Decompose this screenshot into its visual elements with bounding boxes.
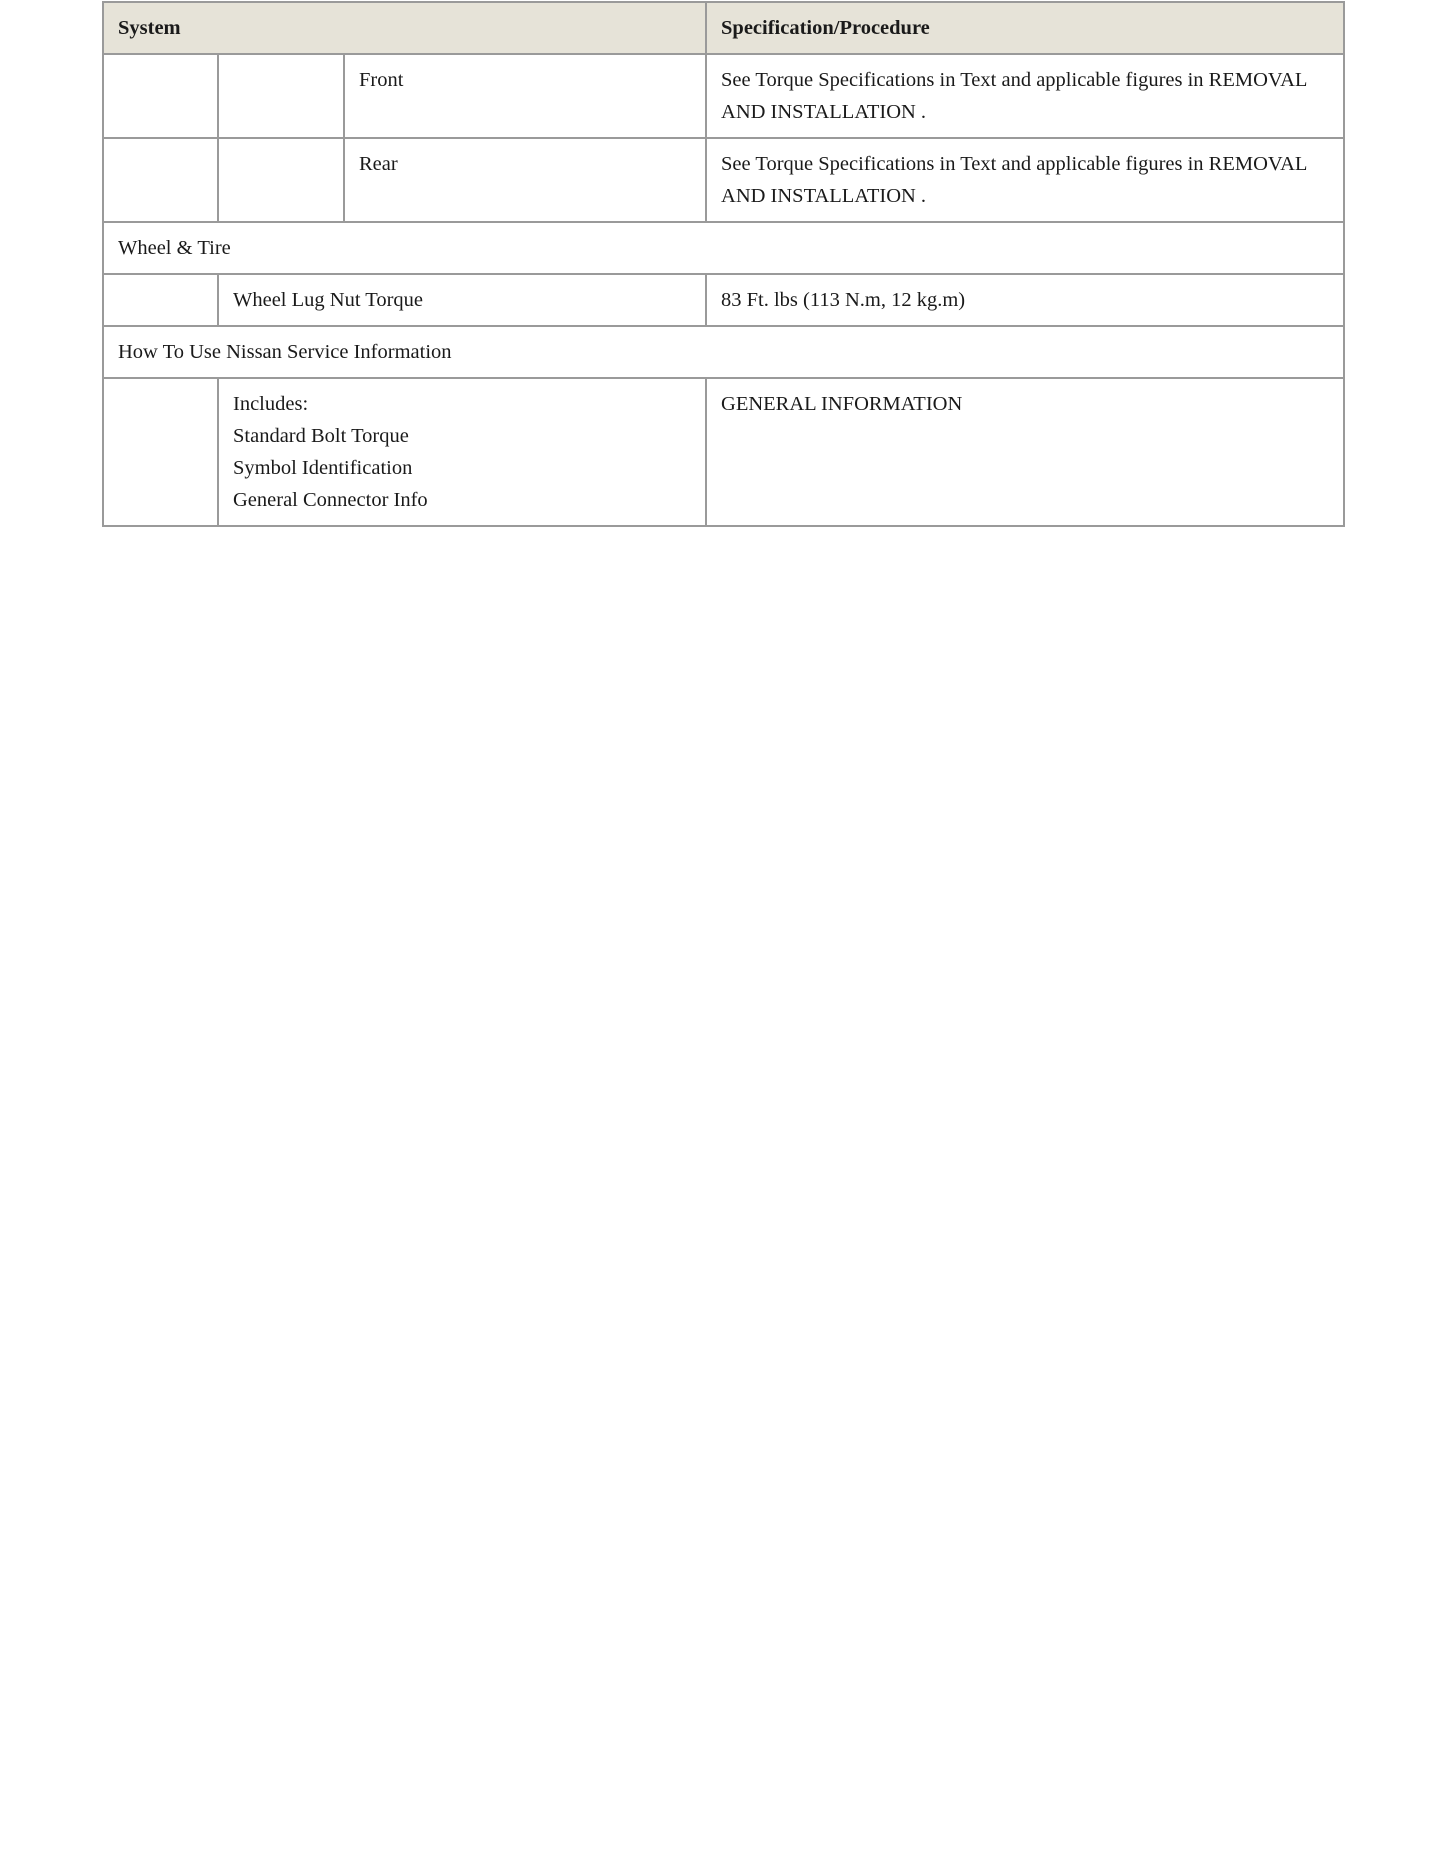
table-row: [103, 274, 1344, 326]
table-row: [103, 378, 1344, 526]
includes-item: Symbol Identification: [233, 457, 413, 479]
empty-cell: [103, 378, 218, 526]
includes-item: General Connector Info: [233, 489, 428, 511]
how-to-section: How To Use Nissan Service Information: [103, 326, 1344, 378]
empty-cell: [218, 138, 344, 222]
empty-cell: [103, 54, 218, 138]
empty-cell: [218, 54, 344, 138]
empty-cell: [103, 274, 218, 326]
rear-label: Rear: [344, 138, 706, 222]
empty-cell: [103, 138, 218, 222]
general-information-spec: GENERAL INFORMATION: [706, 378, 1344, 526]
section-row: [103, 222, 1344, 274]
front-spec: See Torque Specifications in Text and applicable figures in REMOVAL AND INSTALLATION .: [706, 54, 1344, 138]
table-row: [103, 54, 1344, 138]
includes-heading: Includes:: [233, 393, 309, 415]
includes-item: Standard Bolt Torque: [233, 425, 409, 447]
includes-cell: [218, 378, 706, 526]
lug-nut-spec: 83 Ft. lbs (113 N.m, 12 kg.m): [706, 274, 1344, 326]
section-row: [103, 326, 1344, 378]
wheel-tire-section: Wheel & Tire: [103, 222, 1344, 274]
system-column-header: System: [103, 2, 706, 54]
front-label: Front: [344, 54, 706, 138]
specification-table: [102, 1, 1345, 527]
lug-nut-label: Wheel Lug Nut Torque: [218, 274, 706, 326]
spec-column-header: Specification/Procedure: [706, 2, 1344, 54]
rear-spec: See Torque Specifications in Text and applicable figures in REMOVAL AND INSTALLATION .: [706, 138, 1344, 222]
table-header-row: [103, 2, 1344, 54]
table-row: [103, 138, 1344, 222]
